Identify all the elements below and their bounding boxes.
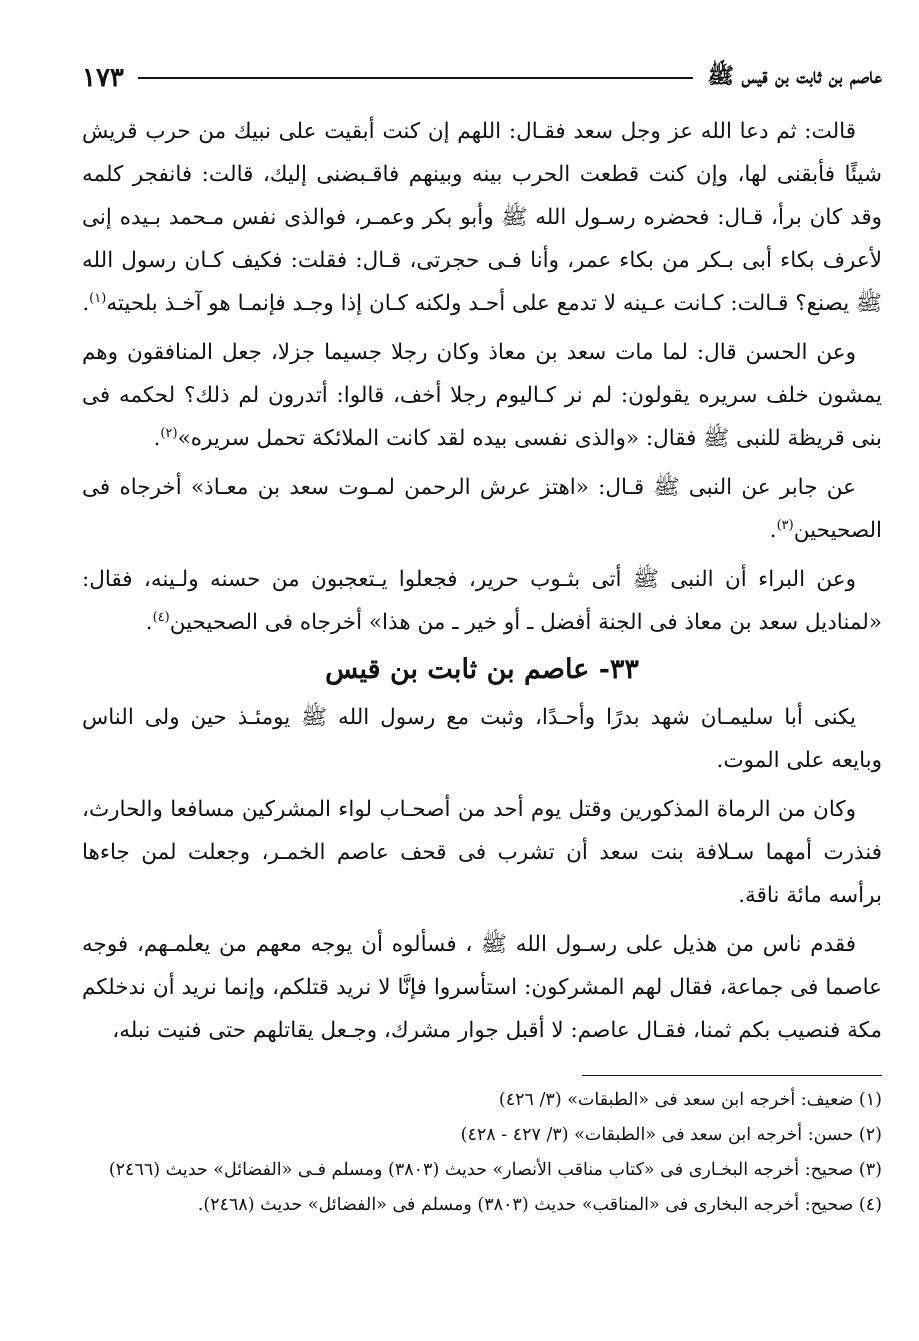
paragraph-5: يكنى أبا سليمـان شهد بدرًا وأحـدًا، وثبت مع رسول الله ﷺ يومئـذ حين ولى الناس وبايعه على الموت. — [82, 705, 882, 773]
paragraph-3: عن جابر عن النبى ﷺ قـال: «اهتز عرش الرحمن لمـوت سعد بن معـاذ» أخرجاه فى الصحيحين$^{(٣)}$. — [82, 475, 882, 543]
paragraph-4: وعن البراء أن النبى ﷺ أتى بثـوب حرير، فجعلوا يـتعجبون من حسنه ولـينه، فقال: «لمناديل سعد بن معاذ فى الجنة أفضل ـ أو خير ـ من هذا» أخرجاه فى الصحيحين$^{(٤)}$. — [82, 567, 882, 635]
paragraph-text: عن جابر عن النبى ﷺ قـال: «اهتز عرش الرحمن لمـوت سعد بن معـاذ» أخرجاه فى الصحيحين — [82, 475, 882, 543]
paragraph-1: قالت: ثم دعا الله عز وجل سعد فقـال: اللهم إن كنت أبقيت على نبيك من حرب قريش شيئًا فأبقنى لها، وإن كنت قطعت الحرب بينه وبينهم فاقـبضنى إليك، قالت: فانفجر كلمه وقد كان برأ، قـال: فحضره رسـول الله ﷺ وأبو بكر وعمـر، فوالذى نفس مـحمد بـيده إنى لأعرف بكاء أبى بـكر من بكاء عمر، وأنا فـى حجرتى، قـال: فقلت: فكيف كـان رسول الله ﷺ يصنع؟ قـالت: كـانت عـينه لا تدمع على أحـد ولكنه كـان إذا وجـد فإنمـا هو آخـذ بلحيته$^{(١)}$. — [82, 119, 882, 316]
section-heading: ٣٣- عاصم بن ثابت بن قيس — [325, 654, 639, 685]
paragraph-text: قالت: ثم دعا الله عز وجل سعد فقـال: اللهم إن كنت أبقيت على نبيك من حرب قريش شيئًا فأبقنى لها، وإن كنت قطعت الحرب بينه وبينهم فاقـبضنى إليك، قالت: فانفجر كلمه وقد كان برأ، قـال: فحضره رسـول الله ﷺ وأبو بكر وعمـر، فوالذى نفس مـحمد بـيده إنى لأعرف بكاء أبى بـكر من بكاء عمر، وأنا فـى حجرتى، قـال: فقلت: فكيف كـان رسول الله ﷺ يصنع؟ قـالت: كـانت عـينه لا تدمع على أحـد ولكنه كـان إذا وجـد فإنمـا هو آخـذ بلحيته — [82, 119, 882, 316]
paragraph-7: فقدم ناس من هذيل على رسـول الله ﷺ ، فسألوه أن يوجه معهم من يعلمـهم، فوجه عاصما فى جماعة، فقال لهم المشركون: استأسروا فإنَّا لا نريد قتلكم، وإنما نريد أن ندخلكم مكة فنصيب بكم ثمنا، فقـال عاصم: لا أقبل جوار مشرك، وجـعل يقاتلهم حتى فنيت نبله، — [82, 932, 882, 1043]
footnote-1: (١) ضعيف: أخرجه ابن سعد فى «الطبقات» (٣/ ٤٢٦) — [498, 1090, 882, 1110]
page-header — [82, 58, 882, 98]
running-title: عاصم بن ثابت بن قيس ﷺ — [707, 63, 882, 89]
footnote-ref-1[interactable]: (١) — [89, 290, 107, 306]
paragraph-text: وعن البراء أن النبى ﷺ أتى بثـوب حرير، فجعلوا يـتعجبون من حسنه ولـينه، فقال: «لمناديل سعد بن معاذ فى الجنة أفضل ـ أو خير ـ من هذا» أخرجاه فى الصحيحين — [82, 567, 882, 635]
footnote-ref-3[interactable]: (٣) — [776, 517, 794, 533]
footnote-separator — [582, 1075, 882, 1076]
body-text — [82, 110, 882, 1052]
header-rule — [138, 77, 693, 79]
footnote-3: (٣) صحيح: أخرجه البخـارى فى «كتاب مناقب الأنصار» حديث (٣٨٠٣) ومسلم فـى «الفضائل» حديث (٢٤٦٦) — [108, 1160, 882, 1180]
paragraph-6: وكان من الرماة المذكورين وقتل يوم أحد من أصحـاب لواء المشركين مسافعا والحارث، فنذرت أمهما سـلافة بنت سعد أن تشرب فى قحف عاصم الخمـر، وجعلت لمن جاءها برأسه مائة ناقة. — [82, 797, 883, 908]
footnote-2: (٢) حسن: أخرجه ابن سعد فى «الطبقات» (٣/ ٤٢٧ - ٤٢٨) — [460, 1125, 882, 1145]
footnote-ref-2[interactable]: (٢) — [160, 425, 178, 441]
footnote-ref-4[interactable]: (٤) — [152, 609, 170, 625]
paragraph-text: وعن الحسن قال: لما مات سعد بن معاذ وكان رجلا جسيما جزلا، جعل المنافقون وهم يمشون خلف سريره يقولون: لم نر كـاليوم رجلا أخف، قالوا: أتدرون لم ذلك؟ لحكمه فى بنى قريظة للنبى ﷺ فقال: «والذى نفسى بيده لقد كانت الملائكة تحمل سريره» — [82, 340, 882, 451]
page-number: ١٧٣ — [82, 63, 124, 93]
footnote-4: (٤) صحيح: أخرجه البخارى فى «المناقب» حديث (٣٨٠٣) ومسلم فى «الفضائل» حديث (٢٤٦٨). — [197, 1195, 882, 1215]
page — [82, 58, 882, 1058]
footnotes — [82, 1075, 882, 1226]
paragraph-2: وعن الحسن قال: لما مات سعد بن معاذ وكان رجلا جسيما جزلا، جعل المنافقون وهم يمشون خلف سريره يقولون: لم نر كـاليوم رجلا أخف، قالوا: أتدرون لم ذلك؟ لحكمه فى بنى قريظة للنبى ﷺ فقال: «والذى نفسى بيده لقد كانت الملائكة تحمل سريره»$^{(٢)}$. — [82, 340, 882, 451]
